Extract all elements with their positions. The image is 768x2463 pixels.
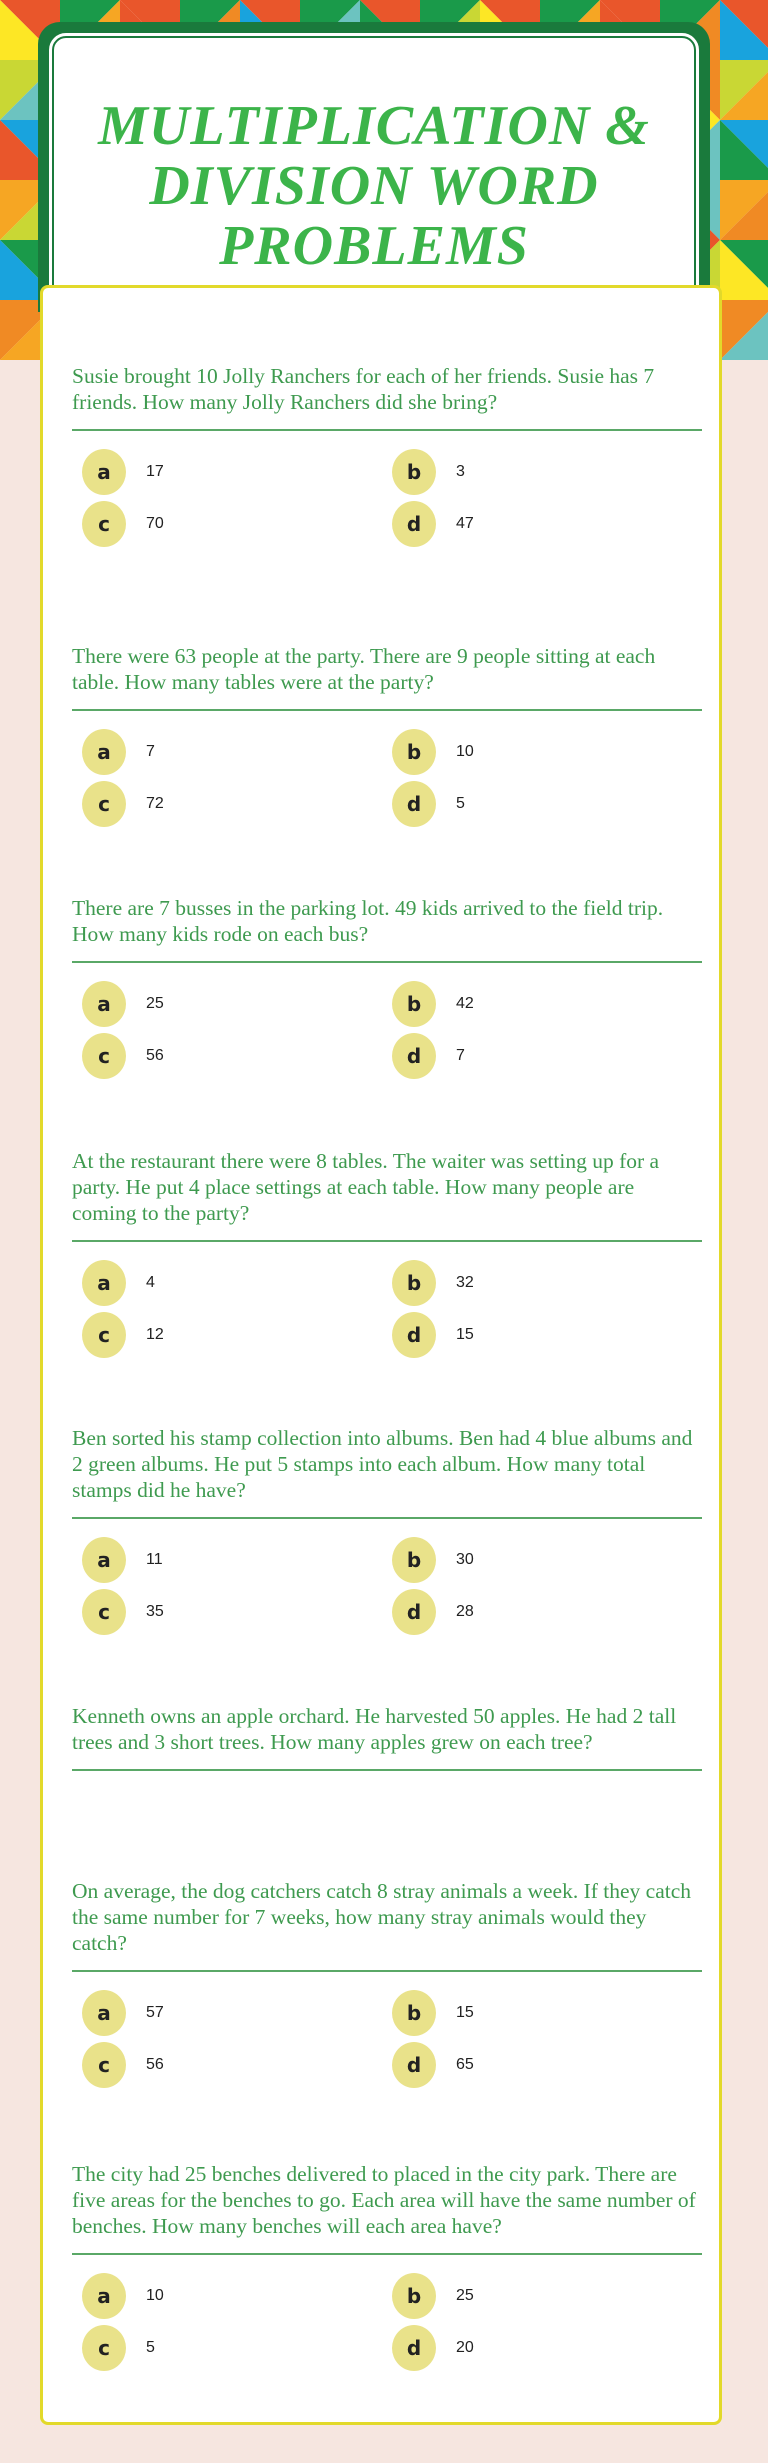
answer-option-a[interactable]: [72, 1260, 382, 1306]
answer-option-d[interactable]: [382, 501, 692, 547]
option-letter-badge: b: [392, 729, 436, 775]
option-value: 5: [146, 2339, 155, 2356]
option-value: 7: [146, 743, 155, 760]
divider: [72, 2253, 702, 2255]
questions-card: [40, 285, 722, 2425]
option-letter-badge: b: [392, 981, 436, 1027]
answer-options: [72, 1537, 702, 1635]
option-value: 35: [146, 1603, 164, 1620]
divider: [72, 429, 702, 431]
question-text: At the restaurant there were 8 tables. The waiter was setting up for a party. He put 4 place settings at each table. How many people are coming to the party?: [72, 1149, 660, 1225]
divider: [72, 709, 702, 711]
answer-option-d[interactable]: [382, 2042, 692, 2088]
option-letter-badge: a: [82, 981, 126, 1027]
answer-option-a[interactable]: [72, 449, 382, 495]
question-text: Kenneth owns an apple orchard. He harvested 50 apples. He had 2 tall trees and 3 short trees. How many apples grew on each tree?: [72, 1704, 677, 1754]
option-value: 3: [456, 463, 465, 480]
answer-option-b[interactable]: [382, 1537, 692, 1583]
question-text: The city had 25 benches delivered to placed in the city park. There are five areas for the benches to go. Each area will have the same number of benches. How many benches will each area have?: [72, 2162, 696, 2238]
question-block: [72, 1425, 702, 1635]
option-value: 17: [146, 463, 164, 480]
answer-option-b[interactable]: [382, 729, 692, 775]
option-letter-badge: a: [82, 729, 126, 775]
answer-option-c[interactable]: [72, 2325, 382, 2371]
divider: [72, 1240, 702, 1242]
option-letter-badge: b: [392, 1260, 436, 1306]
answer-option-a[interactable]: [72, 981, 382, 1027]
answer-option-d[interactable]: [382, 2325, 692, 2371]
divider: [72, 961, 702, 963]
question-text: There are 7 busses in the parking lot. 49 kids arrived to the field trip. How many kids rode on each bus?: [72, 896, 664, 946]
option-value: 15: [456, 2004, 474, 2021]
option-value: 12: [146, 1326, 164, 1343]
option-letter-badge: c: [82, 781, 126, 827]
answer-option-d[interactable]: [382, 1312, 692, 1358]
answer-option-c[interactable]: [72, 781, 382, 827]
option-letter-badge: c: [82, 1033, 126, 1079]
option-value: 10: [146, 2287, 164, 2304]
answer-option-d[interactable]: [382, 781, 692, 827]
option-letter-badge: d: [392, 1312, 436, 1358]
answer-option-c[interactable]: [72, 501, 382, 547]
option-letter-badge: c: [82, 2325, 126, 2371]
divider: [72, 1517, 702, 1519]
answer-options: [72, 729, 702, 827]
option-value: 56: [146, 1047, 164, 1064]
option-letter-badge: c: [82, 1589, 126, 1635]
answer-option-c[interactable]: [72, 2042, 382, 2088]
answer-option-b[interactable]: [382, 1990, 692, 2036]
option-letter-badge: c: [82, 2042, 126, 2088]
option-value: 4: [146, 1274, 155, 1291]
option-letter-badge: d: [392, 501, 436, 547]
option-value: 15: [456, 1326, 474, 1343]
option-value: 32: [456, 1274, 474, 1291]
option-letter-badge: a: [82, 1990, 126, 2036]
option-letter-badge: b: [392, 1990, 436, 2036]
option-value: 65: [456, 2056, 474, 2073]
option-value: 30: [456, 1551, 474, 1568]
question-text: Susie brought 10 Jolly Ranchers for each of her friends. Susie has 7 friends. How many Jolly Ranchers did she bring?: [72, 364, 655, 414]
option-value: 25: [146, 995, 164, 1012]
option-value: 20: [456, 2339, 474, 2356]
option-letter-badge: c: [82, 501, 126, 547]
answer-option-a[interactable]: [72, 1537, 382, 1583]
answer-options: [72, 1990, 702, 2088]
answer-option-d[interactable]: [382, 1589, 692, 1635]
question-text: Ben sorted his stamp collection into albums. Ben had 4 blue albums and 2 green albums. He put 5 stamps into each album. How many total stamps did he have?: [72, 1426, 693, 1502]
option-letter-badge: a: [82, 449, 126, 495]
option-value: 28: [456, 1603, 474, 1620]
title-banner: [38, 22, 710, 312]
answer-option-b[interactable]: [382, 1260, 692, 1306]
option-letter-badge: d: [392, 781, 436, 827]
question-text: On average, the dog catchers catch 8 stray animals a week. If they catch the same number for 7 weeks, how many stray animals would they catch?: [72, 1879, 692, 1955]
option-value: 5: [456, 795, 465, 812]
option-value: 57: [146, 2004, 164, 2021]
title-panel: [52, 36, 696, 312]
question-text: There were 63 people at the party. There are 9 people sitting at each table. How many tables were at the party?: [72, 644, 656, 694]
question-block: [72, 643, 702, 827]
option-value: 47: [456, 515, 474, 532]
option-letter-badge: a: [82, 1260, 126, 1306]
answer-option-d[interactable]: [382, 1033, 692, 1079]
option-letter-badge: a: [82, 2273, 126, 2319]
answer-option-a[interactable]: [72, 2273, 382, 2319]
question-block: [72, 363, 702, 547]
divider: [72, 1769, 702, 1771]
question-block: [72, 895, 702, 1079]
answer-option-b[interactable]: [382, 2273, 692, 2319]
answer-options: [72, 2273, 702, 2371]
answer-option-c[interactable]: [72, 1312, 382, 1358]
divider: [72, 1970, 702, 1972]
answer-option-c[interactable]: [72, 1589, 382, 1635]
option-value: 56: [146, 2056, 164, 2073]
option-value: 42: [456, 995, 474, 1012]
option-letter-badge: b: [392, 2273, 436, 2319]
option-letter-badge: c: [82, 1312, 126, 1358]
option-value: 72: [146, 795, 164, 812]
option-letter-badge: b: [392, 449, 436, 495]
answer-option-c[interactable]: [72, 1033, 382, 1079]
answer-options: [72, 1260, 702, 1358]
answer-options: [72, 981, 702, 1079]
option-value: 11: [146, 1551, 163, 1568]
page-title: MULTIPLICATION & DIVISION WORD PROBLEMS: [98, 95, 650, 277]
answer-option-b[interactable]: [382, 981, 692, 1027]
question-block: [72, 1878, 702, 2088]
option-letter-badge: d: [392, 1589, 436, 1635]
option-letter-badge: d: [392, 1033, 436, 1079]
question-block: [72, 2161, 702, 2371]
answer-option-a[interactable]: [72, 1990, 382, 2036]
option-value: 7: [456, 1047, 465, 1064]
question-block: [72, 1703, 702, 1771]
question-block: [72, 1148, 702, 1358]
option-letter-badge: b: [392, 1537, 436, 1583]
option-letter-badge: a: [82, 1537, 126, 1583]
option-letter-badge: d: [392, 2325, 436, 2371]
option-letter-badge: d: [392, 2042, 436, 2088]
option-value: 25: [456, 2287, 474, 2304]
option-value: 10: [456, 743, 474, 760]
option-value: 70: [146, 515, 164, 532]
answer-option-a[interactable]: [72, 729, 382, 775]
answer-option-b[interactable]: [382, 449, 692, 495]
answer-options: [72, 449, 702, 547]
